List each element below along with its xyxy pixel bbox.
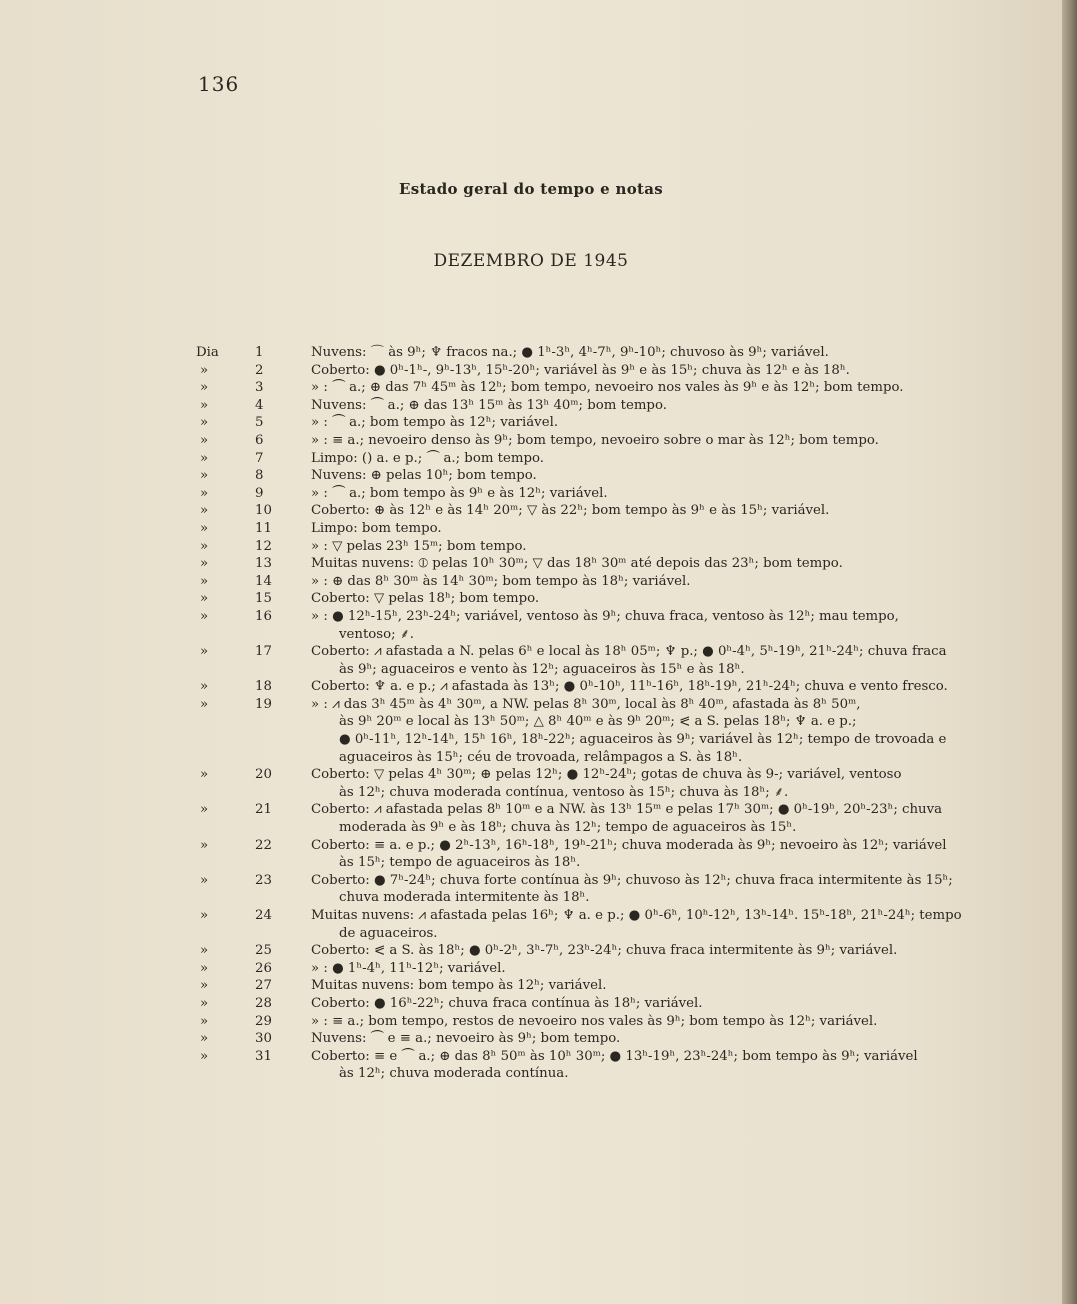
ditto-mark: » xyxy=(200,1013,209,1029)
entry-line: » : ● 1ʰ-4ʰ, 11ʰ-12ʰ; variável. xyxy=(311,960,506,976)
entry-text xyxy=(311,344,976,362)
entry-text xyxy=(311,485,976,503)
ditto-mark: » xyxy=(200,362,209,378)
entry-row xyxy=(196,502,976,520)
entry-line: Muitas nuvens: bom tempo às 12ʰ; variável. xyxy=(311,978,607,994)
day-number: 18 xyxy=(255,679,272,695)
page-number: 136 xyxy=(198,72,240,96)
entry-text xyxy=(311,467,976,485)
ditto-mark: » xyxy=(200,380,209,396)
entry-line: Coberto: ● 7ʰ-24ʰ; chuva forte contínua às 9ʰ; chuvoso às 12ʰ; chuva fraca intermitente às 15ʰ; xyxy=(311,872,953,888)
ditto-mark: » xyxy=(200,556,209,572)
entry-text xyxy=(311,397,976,415)
ditto-mark: » xyxy=(200,802,209,818)
entry-text xyxy=(311,573,976,591)
entry-row xyxy=(196,942,976,960)
day-number: 31 xyxy=(255,1048,272,1064)
ditto-mark: » xyxy=(200,573,209,589)
entry-line: Coberto: ▽ pelas 18ʰ; bom tempo. xyxy=(311,591,540,607)
entry-row xyxy=(196,538,976,556)
day-number: 30 xyxy=(255,1031,272,1047)
entry-text xyxy=(311,643,976,678)
entry-row xyxy=(196,1048,976,1083)
day-number: 14 xyxy=(255,573,272,589)
entry-text xyxy=(311,678,976,696)
ditto-mark: » xyxy=(200,908,209,923)
entry-row xyxy=(196,467,976,485)
entry-line: » : ≡ a.; bom tempo, restos de nevoeiro nos vales às 9ʰ; bom tempo às 12ʰ; variável. xyxy=(311,1013,878,1029)
entry-continuation-line: chuva moderada intermitente às 18ʰ. xyxy=(339,890,590,906)
ditto-mark: » xyxy=(200,679,209,695)
day-number: 9 xyxy=(255,485,264,501)
entry-text xyxy=(311,362,976,380)
day-number: 7 xyxy=(255,450,264,466)
entry-line: Nuvens: ⏜ a.; ⊕ das 13ʰ 15ᵐ às 13ʰ 40ᵐ; bom tempo. xyxy=(311,397,667,413)
entry-row xyxy=(196,837,976,872)
entry-text xyxy=(311,872,976,907)
entry-row xyxy=(196,414,976,432)
ditto-mark: » xyxy=(200,415,209,431)
ditto-mark: » xyxy=(200,943,209,959)
entry-row xyxy=(196,1030,976,1048)
ditto-mark: » xyxy=(200,485,209,501)
entry-line: Nuvens: ⌒ às 9ʰ; ♆ fracos na.; ● 1ʰ-3ʰ, 4ʰ-7ʰ, 9ʰ-10ʰ; chuvoso às 9ʰ; variável. xyxy=(311,345,829,360)
entry-continuation-line: aguaceiros às 15ʰ; céu de trovoada, relâmpagos a S. às 18ʰ. xyxy=(339,749,743,765)
entry-row xyxy=(196,1013,976,1031)
ditto-mark: » xyxy=(200,608,209,624)
weather-entries-list xyxy=(196,344,976,1083)
entry-line: Nuvens: ⏜ e ≡ a.; nevoeiro às 9ʰ; bom tempo. xyxy=(311,1031,621,1047)
entry-row xyxy=(196,573,976,591)
entry-row xyxy=(196,907,976,942)
day-number: 17 xyxy=(255,644,272,660)
ditto-mark: » xyxy=(200,450,209,466)
entry-text xyxy=(311,555,976,573)
entry-text xyxy=(311,837,976,872)
entry-text xyxy=(311,696,976,766)
ditto-mark: » xyxy=(200,978,209,994)
day-number: 22 xyxy=(255,837,272,853)
entry-text xyxy=(311,520,976,538)
day-number: 23 xyxy=(255,872,272,888)
entry-text xyxy=(311,1030,976,1048)
entry-line: » : ▽ pelas 23ʰ 15ᵐ; bom tempo. xyxy=(311,538,527,554)
entry-continuation-line: às 12ʰ; chuva moderada contínua. xyxy=(339,1066,569,1082)
entry-row xyxy=(196,643,976,678)
entry-line: Coberto: ● 0ʰ-1ʰ-, 9ʰ-13ʰ, 15ʰ-20ʰ; variável às 9ʰ e às 15ʰ; chuva às 12ʰ e às 18ʰ. xyxy=(311,362,850,378)
day-number: 3 xyxy=(255,380,264,396)
day-number: 4 xyxy=(255,397,264,413)
ditto-mark: » xyxy=(200,696,209,712)
entry-text xyxy=(311,590,976,608)
ditto-mark: » xyxy=(200,432,209,448)
entry-row xyxy=(196,379,976,397)
entry-line: Coberto: ⩘ afastada pelas 8ʰ 10ᵐ e a NW. às 13ʰ 15ᵐ e pelas 17ʰ 30ᵐ; ● 0ʰ-19ʰ, 20ʰ-23ʰ; chuva xyxy=(311,802,943,818)
day-number: 8 xyxy=(255,468,264,484)
entry-line: » : ⊕ das 8ʰ 30ᵐ às 14ʰ 30ᵐ; bom tempo às 18ʰ; variável. xyxy=(311,573,691,589)
day-number: 2 xyxy=(255,362,264,378)
entry-row xyxy=(196,432,976,450)
day-number: 11 xyxy=(255,520,272,536)
ditto-mark: » xyxy=(200,520,209,536)
entry-text xyxy=(311,1048,976,1083)
entry-text xyxy=(311,502,976,520)
day-number: 6 xyxy=(255,432,264,448)
entry-row xyxy=(196,766,976,801)
entry-continuation-line: ventoso; ⸙. xyxy=(339,626,415,642)
day-number: 20 xyxy=(255,767,272,783)
day-number: 16 xyxy=(255,608,272,624)
entry-row xyxy=(196,485,976,503)
entry-row xyxy=(196,450,976,468)
entry-line: » : ⏜ a.; bom tempo às 12ʰ; variável. xyxy=(311,415,559,431)
entry-line: » : ⏜ a.; bom tempo às 9ʰ e às 12ʰ; variável. xyxy=(311,485,608,501)
ditto-mark: » xyxy=(200,837,209,853)
day-number: 13 xyxy=(255,556,272,572)
entry-text xyxy=(311,960,976,978)
day-number: 25 xyxy=(255,943,272,959)
entry-text xyxy=(311,977,976,995)
entry-line: » : ≡ a.; nevoeiro denso às 9ʰ; bom tempo, nevoeiro sobre o mar às 12ʰ; bom tempo. xyxy=(311,432,879,448)
page-edge-shadow xyxy=(1062,0,1077,1304)
entry-text xyxy=(311,801,976,836)
ditto-mark: » xyxy=(200,397,209,413)
entry-row xyxy=(196,872,976,907)
entry-text xyxy=(311,907,976,942)
ditto-mark: » xyxy=(200,767,209,783)
entry-text xyxy=(311,1013,976,1031)
ditto-mark: » xyxy=(200,503,209,519)
entry-line: » : ● 12ʰ-15ʰ, 23ʰ-24ʰ; variável, ventoso às 9ʰ; chuva fraca, ventoso às 12ʰ; mau tempo, xyxy=(311,608,899,624)
entry-continuation-line: moderada às 9ʰ e às 18ʰ; chuva às 12ʰ; tempo de aguaceiros às 15ʰ. xyxy=(339,820,797,836)
section-title: Estado geral do tempo e notas xyxy=(398,180,664,198)
ditto-mark: » xyxy=(200,591,209,607)
entry-line: » : ⏜ a.; ⊕ das 7ʰ 45ᵐ às 12ʰ; bom tempo, nevoeiro nos vales às 9ʰ e às 12ʰ; bom tempo. xyxy=(311,380,904,396)
ditto-mark: » xyxy=(200,644,209,660)
entry-continuation-line: às 15ʰ; tempo de aguaceiros às 18ʰ. xyxy=(339,855,581,871)
day-number: 19 xyxy=(255,696,272,712)
entry-row xyxy=(196,555,976,573)
ditto-mark: » xyxy=(200,960,209,976)
entry-line: Muitas nuvens: ⩘ afastada pelas 16ʰ; ♆ a. e p.; ● 0ʰ-6ʰ, 10ʰ-12ʰ, 13ʰ-14ʰ. 15ʰ-18ʰ, 21ʰ-24ʰ; tempo xyxy=(311,908,962,923)
day-number: 29 xyxy=(255,1013,272,1029)
entry-row xyxy=(196,977,976,995)
entry-line: Coberto: ⪕ a S. às 18ʰ; ● 0ʰ-2ʰ, 3ʰ-7ʰ, 23ʰ-24ʰ; chuva fraca intermitente às 9ʰ; variável. xyxy=(311,943,898,959)
entry-text xyxy=(311,608,976,643)
entry-line: Coberto: ♆ a. e p.; ⩘ afastada às 13ʰ; ● 0ʰ-10ʰ, 11ʰ-16ʰ, 18ʰ-19ʰ, 21ʰ-24ʰ; chuva e vento fresco. xyxy=(311,679,948,695)
entry-text xyxy=(311,995,976,1013)
entry-line: Limpo: () a. e p.; ⏜ a.; bom tempo. xyxy=(311,450,544,466)
entry-text xyxy=(311,766,976,801)
entry-line: Coberto: ≡ a. e p.; ● 2ʰ-13ʰ, 16ʰ-18ʰ, 19ʰ-21ʰ; chuva moderada às 9ʰ; nevoeiro às 12ʰ; variável xyxy=(311,837,947,853)
entry-row xyxy=(196,520,976,538)
ditto-mark: » xyxy=(200,1031,209,1047)
entry-continuation-line: de aguaceiros. xyxy=(339,925,438,941)
entry-row xyxy=(196,362,976,380)
entry-row xyxy=(196,590,976,608)
day-number: 28 xyxy=(255,995,272,1011)
entry-text xyxy=(311,379,976,397)
entry-continuation-line: às 12ʰ; chuva moderada contínua, ventoso às 15ʰ; chuva às 18ʰ; ⸙. xyxy=(339,784,789,800)
day-number: 10 xyxy=(255,503,272,519)
day-number: 26 xyxy=(255,960,272,976)
entry-text xyxy=(311,942,976,960)
entry-text xyxy=(311,414,976,432)
entry-line: Coberto: ● 16ʰ-22ʰ; chuva fraca contínua às 18ʰ; variável. xyxy=(311,995,703,1011)
month-heading: DEZEMBRO DE 1945 xyxy=(433,251,629,271)
entry-text xyxy=(311,450,976,468)
day-number: 1 xyxy=(255,345,264,360)
entry-row xyxy=(196,696,976,766)
entry-line: Coberto: ▽ pelas 4ʰ 30ᵐ; ⊕ pelas 12ʰ; ● 12ʰ-24ʰ; gotas de chuva às 9-; variável, ventoso xyxy=(311,767,902,783)
day-number: 5 xyxy=(255,415,264,431)
entry-line: Coberto: ≡ e ⏜ a.; ⊕ das 8ʰ 50ᵐ às 10ʰ 30ᵐ; ● 13ʰ-19ʰ, 23ʰ-24ʰ; bom tempo às 9ʰ; variável xyxy=(311,1048,918,1064)
day-number: 27 xyxy=(255,978,272,994)
day-number: 24 xyxy=(255,908,272,923)
entry-text xyxy=(311,538,976,556)
entry-row xyxy=(196,995,976,1013)
day-number: 12 xyxy=(255,538,272,554)
entry-line: Limpo: bom tempo. xyxy=(311,520,442,536)
entry-continuation-line: às 9ʰ 20ᵐ e local às 13ʰ 50ᵐ; △ 8ʰ 40ᵐ e às 9ʰ 20ᵐ; ⪕ a S. pelas 18ʰ; ♆ a. e p.; xyxy=(339,714,857,730)
entry-line: Muitas nuvens: ⦶ pelas 10ʰ 30ᵐ; ▽ das 18ʰ 30ᵐ até depois das 23ʰ; bom tempo. xyxy=(311,556,843,572)
entry-line: Nuvens: ⊕ pelas 10ʰ; bom tempo. xyxy=(311,468,537,484)
ditto-mark: » xyxy=(200,468,209,484)
ditto-mark: » xyxy=(200,872,209,888)
entry-continuation-line: às 9ʰ; aguaceiros e vento às 12ʰ; aguaceiros às 15ʰ e às 18ʰ. xyxy=(339,661,745,677)
entry-row xyxy=(196,801,976,836)
entry-row xyxy=(196,960,976,978)
entry-row xyxy=(196,678,976,696)
entry-line: Coberto: ⩘ afastada a N. pelas 6ʰ e local às 18ʰ 05ᵐ; ♆ p.; ● 0ʰ-4ʰ, 5ʰ-19ʰ, 21ʰ-24ʰ; chuva fraca xyxy=(311,644,947,660)
entry-row xyxy=(196,344,976,362)
entry-row xyxy=(196,608,976,643)
entry-continuation-line: ● 0ʰ-11ʰ, 12ʰ-14ʰ, 15ʰ 16ʰ, 18ʰ-22ʰ; aguaceiros às 9ʰ; variável às 12ʰ; tempo de trovoada e xyxy=(339,732,947,748)
day-number: 21 xyxy=(255,802,272,818)
day-number: 15 xyxy=(255,591,272,607)
entry-line: Coberto: ⊕ às 12ʰ e às 14ʰ 20ᵐ; ▽ às 22ʰ; bom tempo às 9ʰ e às 15ʰ; variável. xyxy=(311,503,830,519)
entry-line: » : ⩘ das 3ʰ 45ᵐ às 4ʰ 30ᵐ, a NW. pelas 8ʰ 30ᵐ, local às 8ʰ 40ᵐ, afastada às 8ʰ 50ᵐ, xyxy=(311,696,861,712)
ditto-mark: » xyxy=(200,1048,209,1064)
ditto-mark: » xyxy=(200,995,209,1011)
entry-row xyxy=(196,397,976,415)
entry-text xyxy=(311,432,976,450)
day-label: Dia xyxy=(196,345,219,360)
ditto-mark: » xyxy=(200,538,209,554)
